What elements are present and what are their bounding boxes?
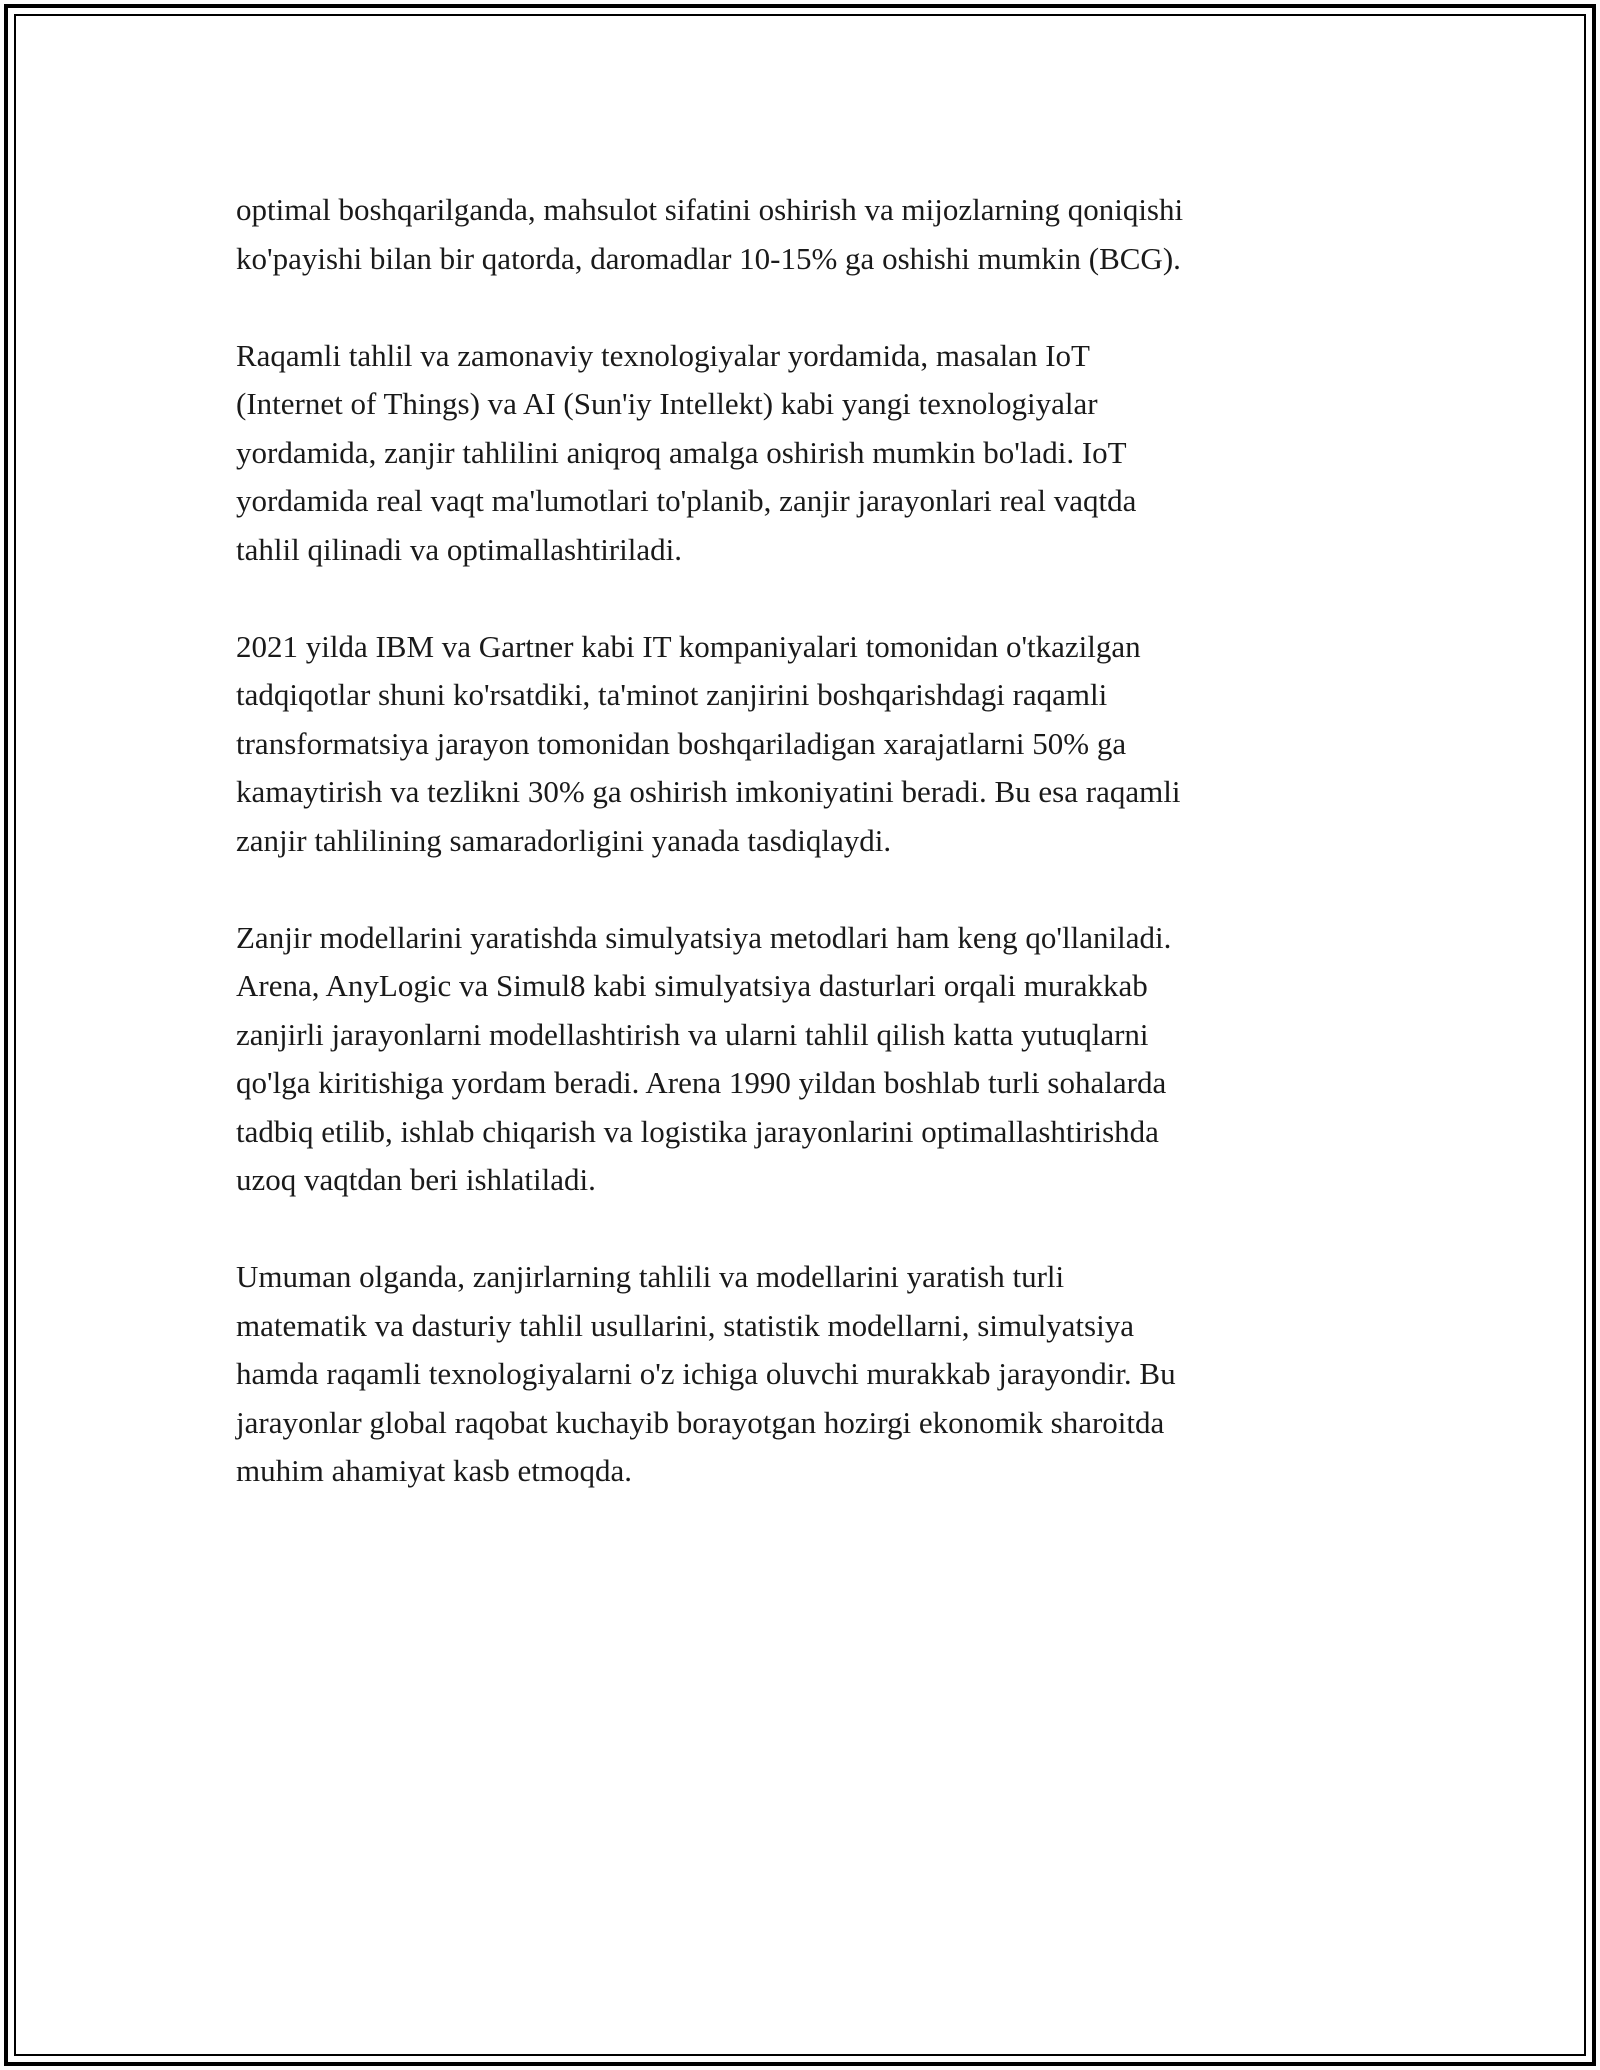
text-line: muhim ahamiyat kasb etmoqda. — [236, 1453, 633, 1488]
text-line: yordamida real vaqt ma'lumotlari to'planib, zanjir jarayonlari real vaqtda — [236, 483, 1137, 518]
paragraph-2 — [236, 332, 1366, 575]
text-line: optimal boshqarilganda, mahsulot sifatini oshirish va mijozlarning qoniqishi — [236, 192, 1184, 227]
text-line: tadqiqotlar shuni ko'rsatdiki, ta'minot zanjirini boshqarishdagi raqamli — [236, 677, 1108, 712]
text-line: Zanjir modellarini yaratishda simulyatsiya metodlari ham keng qo'llaniladi. — [236, 919, 1172, 955]
paragraph-5 — [236, 1253, 1366, 1496]
text-line: zanjirli jarayonlarni modellashtirish va ularni tahlil qilish katta yutuqlarni — [236, 1016, 1149, 1052]
text-line: Arena, AnyLogic va Simul8 kabi simulyatsiya dasturlari orqali murakkab — [236, 968, 1148, 1003]
text-line: transformatsiya jarayon tomonidan boshqariladigan xarajatlarni 50% ga — [236, 725, 1127, 761]
text-line: Umuman olganda, zanjirlarning tahlili va modellarini yaratish turli — [236, 1259, 1065, 1294]
text-line: qo'lga kiritishiga yordam beradi. Arena 1990 yildan boshlab turli sohalarda — [236, 1065, 1167, 1100]
text-line: 2021 yilda IBM va Gartner kabi IT kompaniyalari tomonidan o'tkazilgan — [236, 628, 1141, 664]
paragraph-1 — [236, 186, 1366, 283]
text-line: (Internet of Things) va AI (Sun'iy Intellekt) kabi yangi texnologiyalar — [236, 386, 1098, 421]
text-line: tadbiq etilib, ishlab chiqarish va logistika jarayonlarini optimallashtirishda — [236, 1113, 1159, 1149]
text-line: kamaytirish va tezlikni 30% ga oshirish imkoniyatini beradi. Bu esa raqamli — [236, 774, 1181, 809]
text-line: hamda raqamli texnologiyalarni o'z ichiga oluvchi murakkab jarayondir. Bu — [236, 1356, 1176, 1391]
document-body — [236, 186, 1366, 1544]
text-line: uzoq vaqtdan beri ishlatiladi. — [236, 1162, 596, 1197]
text-line: jarayonlar global raqobat kuchayib borayotgan hozirgi ekonomik sharoitda — [236, 1404, 1165, 1440]
text-line: Raqamli tahlil va zamonaviy texnologiyalar yordamida, masalan IoT — [236, 337, 1090, 373]
text-line: ko'payishi bilan bir qatorda, daromadlar 10-15% ga oshishi mumkin (BCG). — [236, 240, 1181, 276]
paragraph-4 — [236, 914, 1366, 1205]
paragraph-3 — [236, 623, 1366, 866]
text-line: tahlil qilinadi va optimallashtiriladi. — [236, 531, 682, 567]
text-line: matematik va dasturiy tahlil usullarini, statistik modellarni, simulyatsiya — [236, 1307, 1134, 1343]
text-line: yordamida, zanjir tahlilini aniqroq amalga oshirish mumkin bo'ladi. IoT — [236, 434, 1127, 470]
text-line: zanjir tahlilining samaradorligini yanada tasdiqlaydi. — [236, 822, 892, 858]
